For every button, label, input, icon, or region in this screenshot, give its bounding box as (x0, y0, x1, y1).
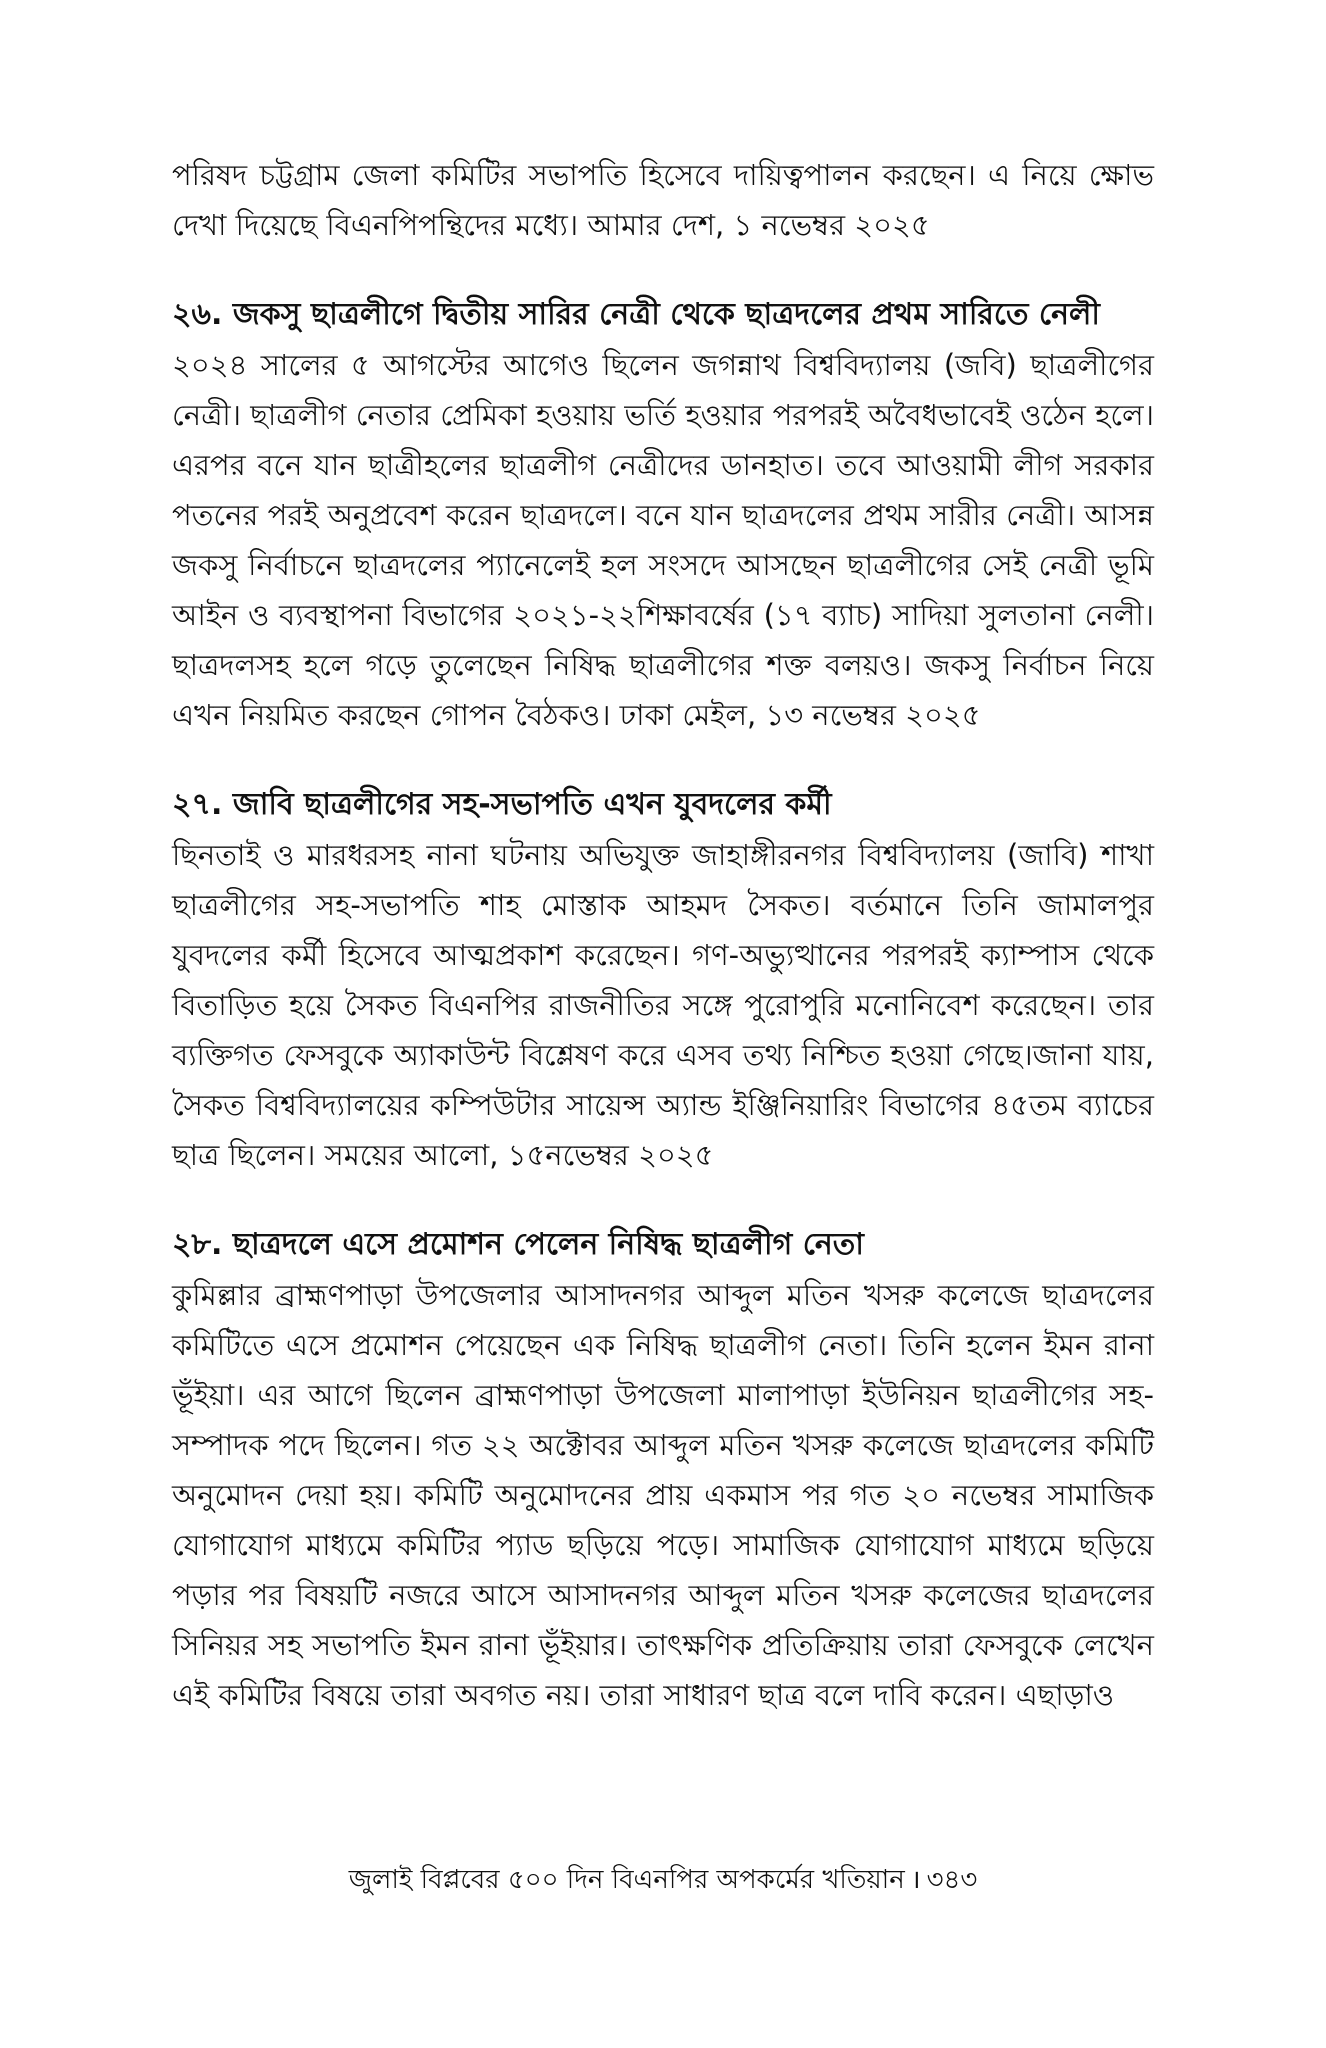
section-title: ২৬. জকসু ছাত্রলীগে দ্বিতীয় সারির নেত্রী থেকে ছাত্রদলের প্রথম সারিতে নেলী (172, 297, 1100, 332)
book-page (172, 150, 1154, 1970)
section-body: কুমিল্লার ব্রাহ্মণপাড়া উপজেলার আসাদনগর আব্দুল মতিন খসরু কলেজে ছাত্রদলের কমিটিতে এসে প্রমোশন পেয়েছেন এক নিষিদ্ধ ছাত্রলীগ নেতা। তিনি হলেন ইমন রানা ভূঁইয়া। এর আগে ছিলেন ব্রাহ্মণপাড়া উপজেলা মালাপাড়া ইউনিয়ন ছাত্রলীগের সহ-সম্পাদক পদে ছিলেন। গত ২২ অক্টোবর আব্দুল মতিন খসরু কলেজে ছাত্রদলের কমিটি অনুমোদন দেয়া হয়। কমিটি অনুমোদনের প্রায় একমাস পর গত ২০ নভেম্বর সামাজিক যোগাযোগ মাধ্যমে কমিটির প্যাড ছড়িয়ে পড়ে। সামাজিক যোগাযোগ মাধ্যমে ছড়িয়ে পড়ার পর বিষয়টি নজরে আসে আসাদনগর আব্দুল মতিন খসরু কলেজের ছাত্রদলের সিনিয়র সহ সভাপতি ইমন রানা ভূঁইয়ার। তাৎক্ষণিক প্রতিক্রিয়ায় তারা ফেসবুকে লেখেন এই কমিটির বিষয়ে তারা অবগত নয়। তারা সাধারণ ছাত্র বলে দাবি করেন। এছাড়াও (172, 1278, 1154, 1712)
section-28 (172, 1220, 1154, 1720)
section-body: ২০২৪ সালের ৫ আগস্টের আগেও ছিলেন জগন্নাথ বিশ্ববিদ্যালয় (জবি) ছাত্রলীগের নেত্রী। ছাত্রলীগ নেতার প্রেমিকা হওয়ায় ভর্তি হওয়ার পরপরই অবৈধভাবেই ওঠেন হলে। এরপর বনে যান ছাত্রীহলের ছাত্রলীগ নেত্রীদের ডানহাত। তবে আওয়ামী লীগ সরকার পতনের পরই অনুপ্রবেশ করেন ছাত্রদলে। বনে যান ছাত্রদলের প্রথম সারীর নেত্রী। আসন্ন জকসু নির্বাচনে ছাত্রদলের প্যানেলেই হল সংসদে আসছেন ছাত্রলীগের সেই নেত্রী ভূমি আইন ও ব্যবস্থাপনা বিভাগের ২০২১-২২শিক্ষাবর্ষের (১৭ ব্যাচ) সাদিয়া সুলতানা নেলী। ছাত্রদলসহ হলে গড়ে তুলেছেন নিষিদ্ধ ছাত্রলীগের শক্ত বলয়ও। জকসু নির্বাচন নিয়ে এখন নিয়মিত করছেন গোপন বৈঠকও। ঢাকা মেইল, ১৩ নভেম্বর ২০২৫ (172, 348, 1154, 732)
section-27 (172, 780, 1154, 1180)
footer-separator: । (910, 1865, 921, 1895)
intro-paragraph: পরিষদ চট্টগ্রাম জেলা কমিটির সভাপতি হিসেবে দায়িত্বপালন করছেন। এ নিয়ে ক্ষোভ দেখা দিয়েছে বিএনপিপন্থিদের মধ্যে। আমার দেশ, ১ নভেম্বর ২০২৫ (172, 158, 1154, 242)
section-body: ছিনতাই ও মারধরসহ নানা ঘটনায় অভিযুক্ত জাহাঙ্গীরনগর বিশ্ববিদ্যালয় (জাবি) শাখা ছাত্রলীগের সহ-সভাপতি শাহ মোস্তাক আহমদ সৈকত। বর্তমানে তিনি জামালপুর যুবদলের কর্মী হিসেবে আত্মপ্রকাশ করেছেন। গণ-অভ্যুত্থানের পরপরই ক্যাম্পাস থেকে বিতাড়িত হয়ে সৈকত বিএনপির রাজনীতির সঙ্গে পুরোপুরি মনোনিবেশ করেছেন। তার ব্যক্তিগত ফেসবুকে অ্যাকাউন্ট বিশ্লেষণ করে এসব তথ্য নিশ্চিত হওয়া গেছে।জানা যায়, সৈকত বিশ্ববিদ্যালয়ের কম্পিউটার সায়েন্স অ্যান্ড ইঞ্জিনিয়ারিং বিভাগের ৪৫তম ব্যাচের ছাত্র ছিলেন। সময়ের আলো, ১৫নভেম্বর ২০২৫ (172, 838, 1154, 1172)
page-footer (0, 1860, 1326, 1900)
section-title: ২৭. জাবি ছাত্রলীগের সহ-সভাপতি এখন যুবদলের কর্মী (172, 787, 832, 822)
section-26 (172, 290, 1154, 740)
section-title: ২৮. ছাত্রদলে এসে প্রমোশন পেলেন নিষিদ্ধ ছাত্রলীগ নেতা (172, 1227, 864, 1262)
page-number: ৩৪৩ (926, 1865, 978, 1895)
book-title: জুলাই বিপ্লবের ৫০০ দিন বিএনপির অপকর্মের খতিয়ান (348, 1865, 905, 1895)
